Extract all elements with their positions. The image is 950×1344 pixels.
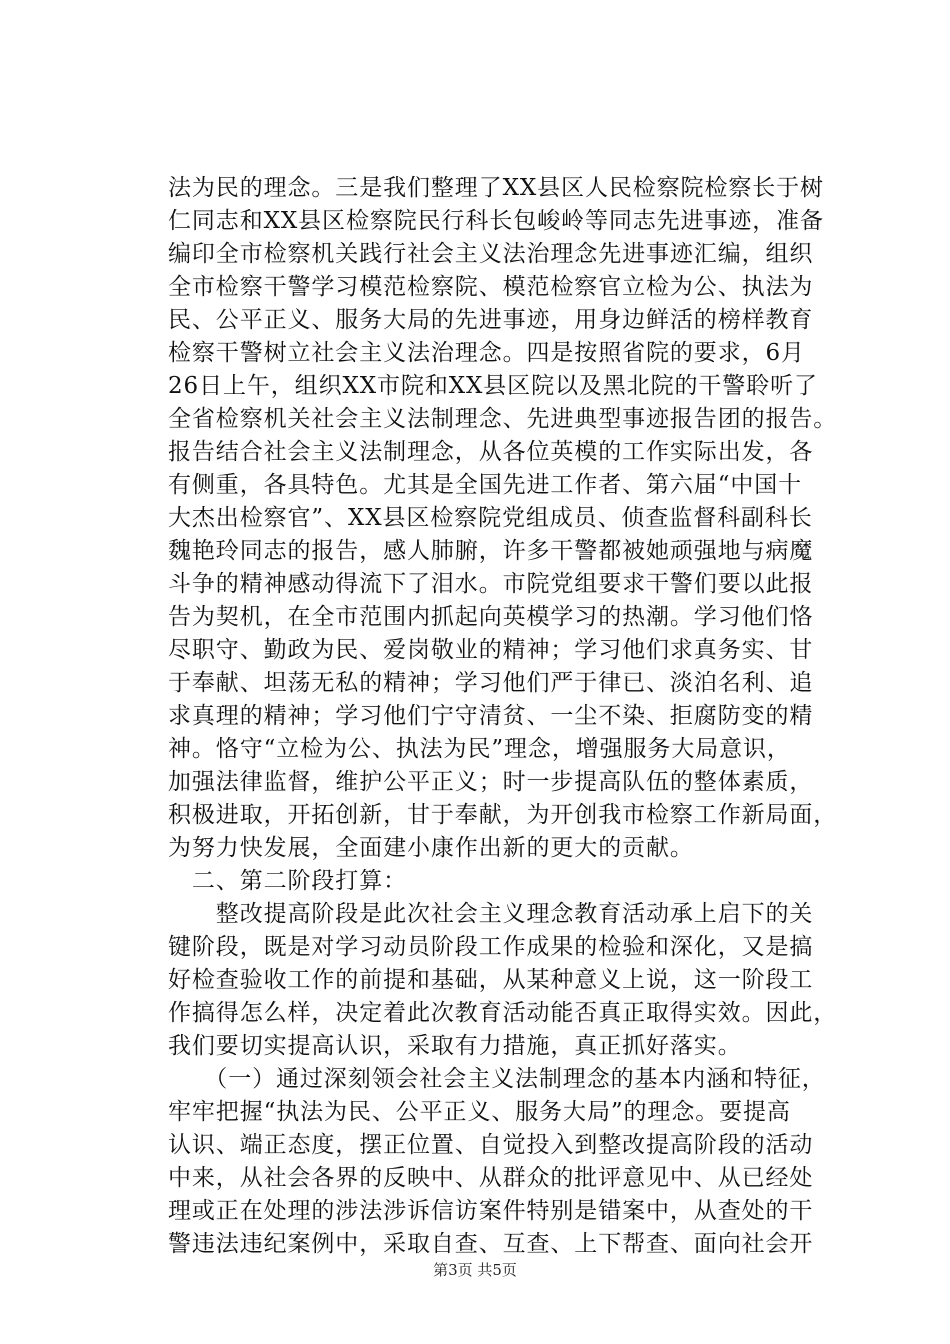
text-line: 牢牢把握“执法为民、公平正义、服务大局”的理念。要提高: [168, 1099, 791, 1125]
text-line: 整改提高阶段是此次社会主义理念教育活动承上启下的关: [168, 901, 814, 927]
text-line: 尽职守、勤政为民、爱岗敬业的精神；学习他们求真务实、甘: [168, 637, 814, 663]
text-line: 全省检察机关社会主义法制理念、先进典型事迹报告团的报告。: [168, 406, 838, 432]
page-number-footer: 第3页 共5页: [433, 1261, 517, 1279]
text-line: （一）通过深刻领会社会主义法制理念的基本内涵和特征，: [168, 1066, 826, 1092]
text-line: 求真理的精神；学习他们宁守清贫、一尘不染、拒腐防变的精: [168, 703, 814, 729]
text-line: 加强法律监督，维护公平正义；时一步提高队伍的整体素质，: [168, 769, 814, 795]
text-line: 神。恪守“立检为公、执法为民”理念，增强服务大局意识，: [168, 736, 791, 762]
text-line: 作搞得怎么样，决定着此次教育活动能否真正取得实效。因此，: [168, 1000, 838, 1026]
text-line: 理或正在处理的涉法涉诉信访案件特别是错案中，从查处的干: [168, 1198, 814, 1224]
text-line: 法为民的理念。三是我们整理了XX县区人民检察院检察长于树: [168, 175, 824, 201]
text-line: 26日上午，组织XX市院和XX县区院以及黑北院的干警聆听了: [168, 373, 818, 399]
text-line: 键阶段，既是对学习动员阶段工作成果的检验和深化，又是搞: [168, 934, 814, 960]
document-body: [168, 172, 848, 1261]
text-line: 魏艳玲同志的报告，感人肺腑，许多干警都被她顽强地与病魔: [168, 538, 814, 564]
text-line: 警违法违纪案例中，采取自查、互查、上下帮查、面向社会开: [168, 1231, 814, 1257]
text-line: 大杰出检察官”、XX县区检察院党组成员、侦查监督科副科长: [168, 505, 813, 531]
text-line: 编印全市检察机关践行社会主义法治理念先进事迹汇编，组织: [168, 241, 814, 267]
text-line: 仁同志和XX县区检察院民行科长包峻岭等同志先进事迹，准备: [168, 208, 824, 234]
text-line: 于奉献、坦荡无私的精神；学习他们严于律已、淡泊名利、追: [168, 670, 814, 696]
text-line: 斗争的精神感动得流下了泪水。市院党组要求干警们要以此报: [168, 571, 814, 597]
text-line: 全市检察干警学习模范检察院、模范检察官立检为公、执法为: [168, 274, 814, 300]
text-line: 民、公平正义、服务大局的先进事迹，用身边鲜活的榜样教育: [168, 307, 814, 333]
text-line: 有侧重，各具特色。尤其是全国先进工作者、第六届“中国十: [168, 472, 803, 498]
text-line: 检察干警树立社会主义法治理念。四是按照省院的要求，6月: [168, 340, 805, 366]
text-line: 好检查验收工作的前提和基础，从某种意义上说，这一阶段工: [168, 967, 814, 993]
section-heading: 二、第二阶段打算：: [168, 868, 407, 894]
text-line: 为努力快发展，全面建小康作出新的更大的贡献。: [168, 835, 694, 861]
text-line: 中来，从社会各界的反映中、从群众的批评意见中、从已经处: [168, 1165, 814, 1191]
text-line: 认识、端正态度，摆正位置、自觉投入到整改提高阶段的活动: [168, 1132, 814, 1158]
text-line: 告为契机，在全市范围内抓起向英模学习的热潮。学习他们恪: [168, 604, 814, 630]
text-line: 我们要切实提高认识，采取有力措施，真正抓好落实。: [168, 1033, 742, 1059]
text-line: 报告结合社会主义法制理念，从各位英模的工作实际出发，各: [168, 439, 814, 465]
text-line: 积极进取，开拓创新，甘于奉献，为开创我市检察工作新局面，: [168, 802, 838, 828]
